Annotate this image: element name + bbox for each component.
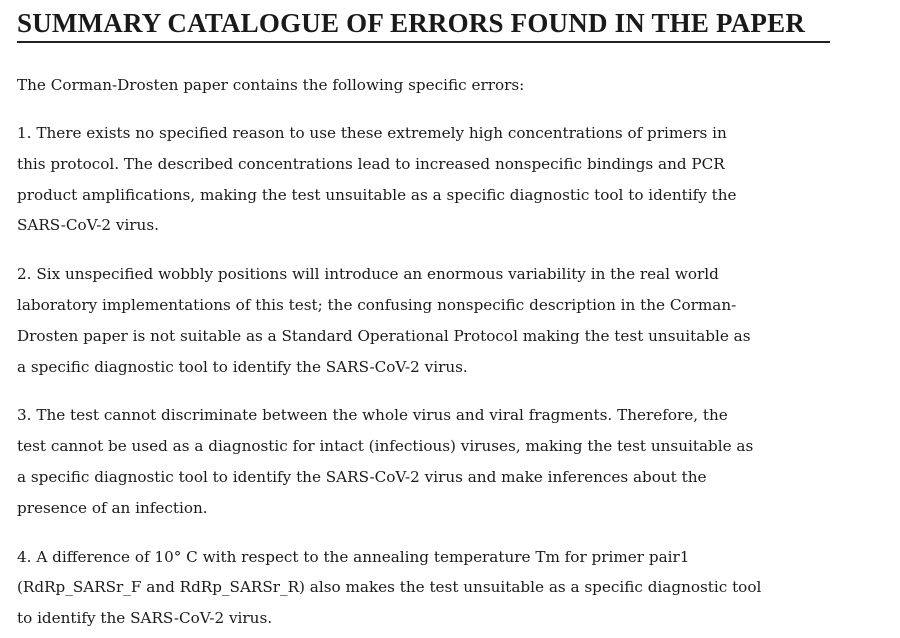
text-line: product amplifications, making the test unsuitable as a specific diagnostic tool to identify the: [17, 185, 737, 204]
text-line: presence of an infection.: [17, 498, 208, 517]
error-item-4: [17, 542, 847, 634]
text-line: test cannot be used as a diagnostic for intact (infectious) viruses, making the test unsuitable as: [17, 437, 754, 456]
error-item-3: [17, 400, 847, 523]
document-title: SUMMARY CATALOGUE OF ERRORS FOUND IN THE PAPER: [17, 6, 830, 43]
text-line: this protocol. The described concentrations lead to increased nonspecific bindings and PCR: [17, 154, 725, 173]
error-item-1: [17, 118, 847, 241]
text-line: 4. A difference of 10° C with respect to the annealing temperature Tm for primer pair1: [17, 547, 690, 566]
text-line: a specific diagnostic tool to identify the SARS-CoV-2 virus.: [17, 357, 468, 376]
text-line: (RdRp_SARSr_F and RdRp_SARSr_R) also makes the test unsuitable as a specific diagnostic tool: [17, 578, 762, 597]
text-line: laboratory implementations of this test; the confusing nonspecific description in the Corman-: [17, 295, 737, 314]
text-line: Drosten paper is not suitable as a Standard Operational Protocol making the test unsuitable as: [17, 326, 751, 345]
text-line: 2. Six unspecified wobbly positions will introduce an enormous variability in the real world: [17, 265, 719, 284]
intro-paragraph: The Corman-Drosten paper contains the following specific errors:: [17, 76, 525, 94]
text-line: to identify the SARS-CoV-2 virus.: [17, 609, 273, 628]
error-list: [17, 118, 847, 634]
document-page: [17, 0, 847, 634]
text-line: 1. There exists no specified reason to use these extremely high concentrations of primers in: [17, 124, 727, 142]
text-line: a specific diagnostic tool to identify the SARS-CoV-2 virus and make inferences about the: [17, 467, 707, 486]
error-item-2: [17, 259, 847, 382]
text-line: 3. The test cannot discriminate between the whole virus and viral fragments. Therefore, the: [17, 406, 728, 425]
text-line: SARS-CoV-2 virus.: [17, 216, 159, 235]
